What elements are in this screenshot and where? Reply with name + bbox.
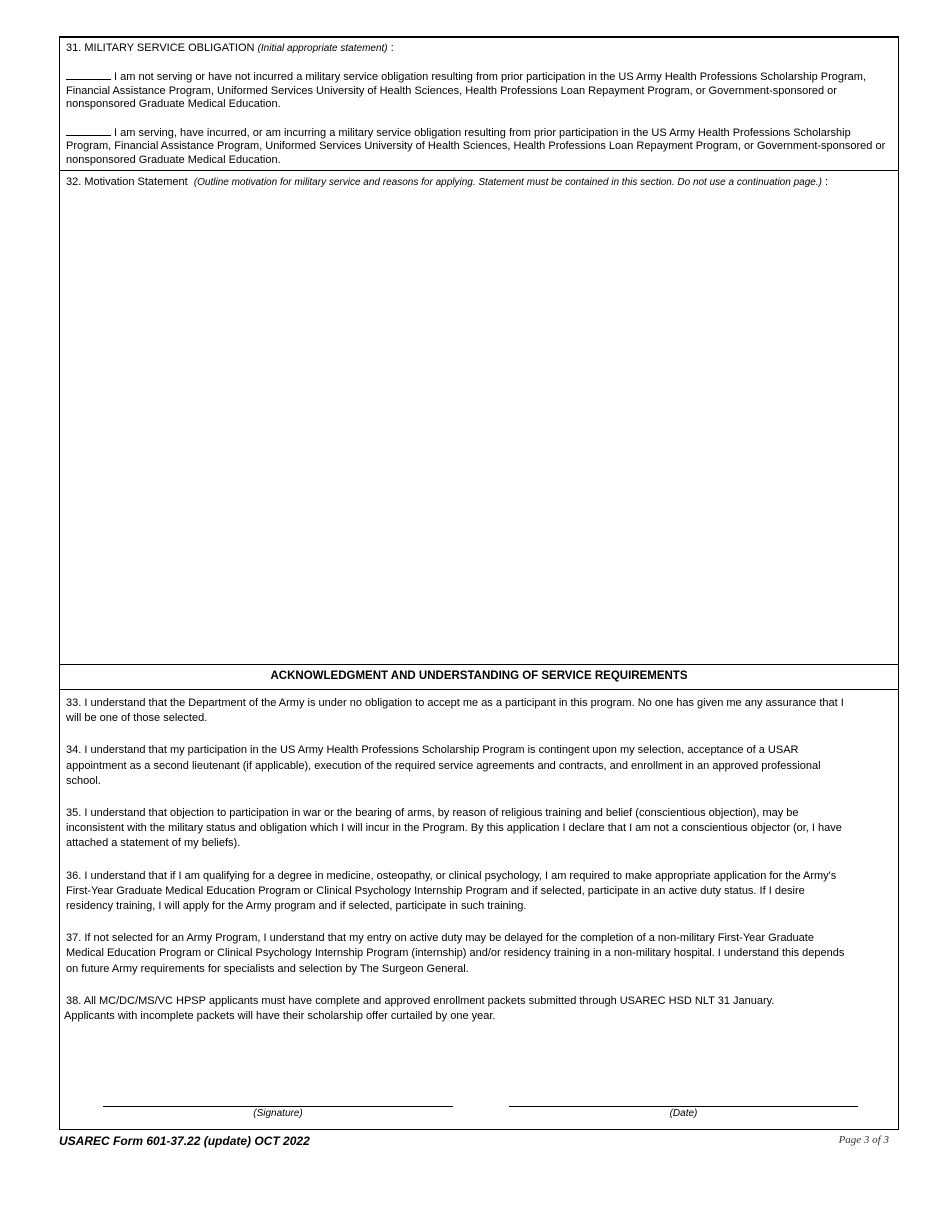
ack-item-36: 36. I understand that if I am qualifying for a degree in medicine, osteopathy, or clinical psychology, I am required to make appropriate application for the Army's First-Year Graduate Medical Education Program or Clinical Psychology Internship Program and if selected, participate in an active duty status. If I desire residency training, I will apply for the Army program and if selected, participate in such training.: [66, 869, 837, 913]
motivation-text-area[interactable]: [66, 193, 892, 658]
ack-item-38-line2: Applicants with incomplete packets will have their scholarship offer curtailed by one year.: [64, 1010, 496, 1023]
section-31-note: (Initial appropriate statement): [257, 43, 388, 54]
ack-item-38: [66, 994, 853, 1024]
date-line[interactable]: [509, 1106, 858, 1121]
ack-item-34: 34. I understand that my participation in the US Army Health Professions Scholarship Program is contingent upon my selection, acceptance of a USAR appointment as a second lieutenant (if applicable), execution of the required service agreements and contracts, and enrollment in an approved professional school.: [66, 744, 821, 787]
section-31-heading: 31. MILITARY SERVICE OBLIGATION: [66, 42, 255, 54]
section-31-title: [66, 41, 892, 56]
acknowledgment-body: [66, 696, 853, 1041]
section-military-service-obligation: [60, 38, 898, 171]
initial-field-not-serving[interactable]: [66, 70, 111, 80]
signature-label: (Signature): [253, 1108, 303, 1119]
form-page: [59, 36, 899, 1130]
section-32-suffix: :: [825, 176, 829, 188]
statement-serving-text: I am serving, have incurred, or am incurring a military service obligation resulting from prior participation in the US Army Health Professions Scholarship Program, Financial Assistance Program, Uniformed Services University of Health Sciences, Health Professions Loan Repayment Program, or Government-sponsored or nonsponsored Graduate Medical Education.: [66, 126, 886, 166]
section-32-note: (Outline motivation for military service and reasons for applying. Statement must be contained in this section. Do not use a continuation page.): [193, 177, 822, 188]
signature-line[interactable]: [103, 1106, 453, 1121]
section-31-suffix: :: [390, 42, 394, 54]
page-number: Page 3 of 3: [838, 1134, 889, 1146]
ack-item-33: 33. I understand that the Department of the Army is under no obligation to accept me as a participant in this program. No one has given me any assurance that I will be one of those selected.: [66, 697, 844, 725]
section-32-heading: 32. Motivation Statement: [66, 176, 188, 188]
ack-item-35: 35. I understand that objection to participation in war or the bearing of arms, by reason of religious training and belief (conscientious objection), may be inconsistent with the military status and obligation which I will incur in the Program. By this application I declare that I am not a conscientious objector (or, I have attached a statement of my beliefs).: [66, 807, 842, 850]
section-motivation-statement: [60, 171, 898, 665]
statement-not-serving-text: I am not serving or have not incurred a military service obligation resulting from prior participation in the US Army Health Professions Scholarship Program, Financial Assistance Program, Uniformed Services University of Health Sciences, Health Professions Loan Repayment Program, or Government-sponsored or nonsponsored Graduate Medical Education.: [66, 71, 866, 110]
acknowledgment-header: ACKNOWLEDGMENT AND UNDERSTANDING OF SERVICE REQUIREMENTS: [60, 665, 898, 690]
statement-not-serving: [66, 70, 892, 112]
section-32-title: [66, 175, 892, 190]
ack-item-38-line1: 38. All MC/DC/MS/VC HPSP applicants must have complete and approved enrollment packets submitted through USAREC HSD NLT 31 January.: [66, 994, 775, 1007]
form-identifier: USAREC Form 601-37.22 (update) OCT 2022: [59, 1134, 310, 1148]
ack-item-37: 37. If not selected for an Army Program, I understand that my entry on active duty may be delayed for the completion of a non-military First-Year Graduate Medical Education Program or Clinical Psychology Internship Program (internship) and/or residency training in a non-military hospital. I understand this depends on future Army requirements for specialists and selection by The Surgeon General.: [66, 932, 845, 975]
date-label: (Date): [669, 1108, 698, 1119]
statement-serving: [66, 126, 892, 168]
initial-field-serving[interactable]: [66, 126, 111, 136]
